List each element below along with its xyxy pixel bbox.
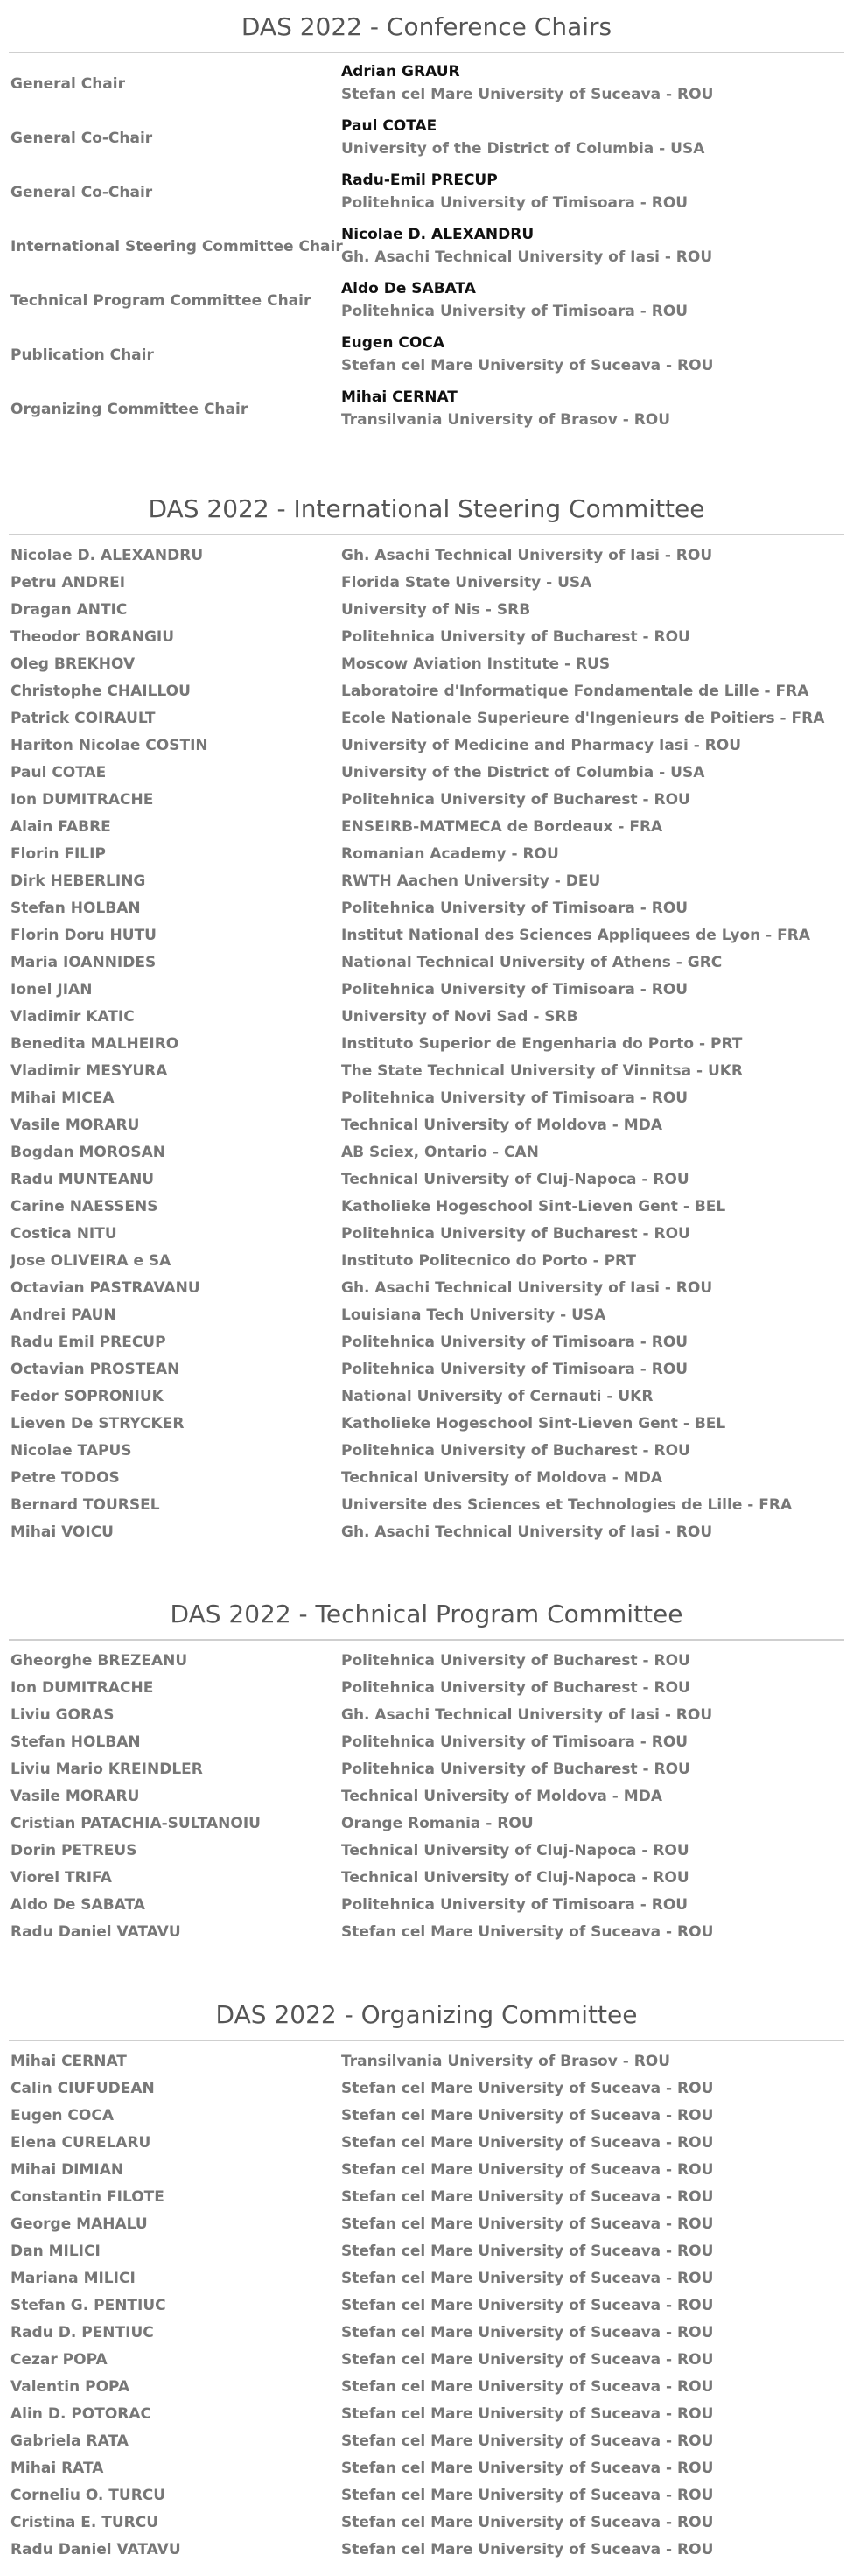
member-row: [0, 1031, 853, 1058]
member-affiliation: AB Sciex, Ontario - CAN: [341, 1144, 539, 1161]
member-affiliation: Stefan cel Mare University of Suceava - ROU: [341, 2487, 714, 2504]
member-affiliation: Technical University of Cluj-Napoca - ROU: [341, 1171, 689, 1188]
member-name: Benedita MALHEIRO: [10, 1035, 179, 1053]
member-name: Bernard TOURSEL: [10, 1496, 160, 1514]
member-name: Mariana MILICI: [10, 2270, 136, 2287]
member-row: [0, 2157, 853, 2184]
member-affiliation: National University of Cernauti - UKR: [341, 1388, 654, 1405]
member-name: Ion DUMITRACHE: [10, 1679, 154, 1697]
member-row: [0, 1085, 853, 1112]
member-affiliation: Politehnica University of Bucharest - ROU: [341, 1760, 690, 1778]
member-affiliation: Technical University of Moldova - MDA: [341, 1788, 662, 1805]
member-name: Vladimir MESYURA: [10, 1062, 168, 1080]
member-row: [0, 1058, 853, 1085]
member-affiliation: Stefan cel Mare University of Suceava - ROU: [341, 2134, 714, 2152]
member-name: Elena CURELARU: [10, 2134, 151, 2152]
member-affiliation: Politehnica University of Timisoara - ROU: [341, 1089, 689, 1107]
member-row: [0, 1810, 853, 1838]
chair-affiliation: Transilvania University of Brasov - ROU: [341, 411, 671, 429]
member-row: [0, 1221, 853, 1248]
member-row: [0, 732, 853, 760]
member-row: [0, 814, 853, 841]
member-name: Vasile MORARU: [10, 1116, 140, 1134]
member-name: Gabriela RATA: [10, 2432, 129, 2450]
chair-row: [0, 165, 853, 220]
chair-row: [0, 274, 853, 328]
member-row: [0, 868, 853, 895]
member-affiliation: Stefan cel Mare University of Suceava - ROU: [341, 2270, 714, 2287]
member-affiliation: Stefan cel Mare University of Suceava - ROU: [341, 2243, 714, 2260]
member-row: [0, 651, 853, 678]
member-row: [0, 1492, 853, 1519]
member-name: Corneliu O. TURCU: [10, 2487, 166, 2504]
chair-row: [0, 111, 853, 165]
member-row: [0, 1519, 853, 1546]
member-row: [0, 1410, 853, 1438]
member-affiliation: Stefan cel Mare University of Suceava - ROU: [341, 2107, 714, 2124]
member-name: Radu MUNTEANU: [10, 1171, 155, 1188]
member-row: [0, 597, 853, 624]
member-row: [0, 1329, 853, 1356]
chair-name: Mihai CERNAT: [341, 388, 458, 406]
member-name: Alin D. POTORAC: [10, 2405, 152, 2423]
chair-row: [0, 382, 853, 437]
member-name: Octavian PASTRAVANU: [10, 1279, 200, 1297]
member-affiliation: Stefan cel Mare University of Suceava - ROU: [341, 2460, 714, 2477]
member-row: [0, 841, 853, 868]
member-row: [0, 1865, 853, 1892]
member-name: Radu Daniel VATAVU: [10, 2541, 181, 2558]
steering-committee-list: [0, 536, 853, 1546]
member-name: Liviu Mario KREINDLER: [10, 1760, 203, 1778]
member-affiliation: Stefan cel Mare University of Suceava - ROU: [341, 2216, 714, 2233]
member-name: Jose OLIVEIRA e SA: [10, 1252, 171, 1270]
member-row: [0, 1383, 853, 1410]
chair-role: Publication Chair: [10, 346, 154, 364]
member-affiliation: Politehnica University of Bucharest - ROU: [341, 1225, 690, 1242]
member-name: Constantin FILOTE: [10, 2188, 164, 2206]
member-affiliation: Politehnica University of Timisoara - ROU: [341, 1733, 689, 1751]
member-affiliation: Politehnica University of Bucharest - ROU: [341, 1652, 690, 1670]
member-name: Christophe CHAILLOU: [10, 682, 191, 700]
member-row: [0, 2103, 853, 2130]
member-name: Dorin PETREUS: [10, 1842, 137, 1859]
member-row: [0, 2184, 853, 2211]
member-affiliation: Stefan cel Mare University of Suceava - ROU: [341, 2324, 714, 2342]
member-name: Aldo De SABATA: [10, 1896, 145, 1914]
member-row: [0, 2292, 853, 2320]
member-row: [0, 705, 853, 732]
technical-committee-list: [0, 1641, 853, 1946]
member-affiliation: Stefan cel Mare University of Suceava - ROU: [341, 2514, 714, 2531]
chair-name: Radu-Emil PRECUP: [341, 172, 498, 189]
member-name: Radu D. PENTIUC: [10, 2324, 154, 2342]
member-row: [0, 1465, 853, 1492]
member-row: [0, 1004, 853, 1031]
member-name: Dan MILICI: [10, 2243, 101, 2260]
member-affiliation: Instituto Politecnico do Porto - PRT: [341, 1252, 636, 1270]
member-affiliation: Politehnica University of Timisoara - ROU: [341, 1896, 689, 1914]
chair-role: General Chair: [10, 75, 125, 93]
member-row: [0, 1919, 853, 1946]
member-name: Nicolae TAPUS: [10, 1442, 132, 1460]
member-name: Florin Doru HUTU: [10, 927, 157, 944]
member-name: Mihai DIMIAN: [10, 2161, 124, 2179]
chair-name: Eugen COCA: [341, 334, 444, 352]
member-row: [0, 760, 853, 787]
member-affiliation: Politehnica University of Timisoara - ROU: [341, 900, 689, 917]
member-name: Valentin POPA: [10, 2378, 130, 2396]
member-affiliation: Technical University of Moldova - MDA: [341, 1469, 662, 1487]
member-affiliation: Instituto Superior de Engenharia do Porto - PRT: [341, 1035, 743, 1053]
member-name: Mihai CERNAT: [10, 2053, 127, 2070]
chairs-table: [0, 53, 853, 437]
member-name: Andrei PAUN: [10, 1306, 116, 1324]
member-row: [0, 2455, 853, 2482]
chair-role: Organizing Committee Chair: [10, 401, 248, 418]
member-affiliation: Politehnica University of Bucharest - ROU: [341, 628, 690, 646]
member-row: [0, 1648, 853, 1675]
chair-role: Technical Program Committee Chair: [10, 292, 311, 310]
member-affiliation: Politehnica University of Timisoara - ROU: [341, 981, 689, 998]
member-name: Liviu GORAS: [10, 1706, 115, 1724]
organizing-committee-section: [0, 1990, 853, 2564]
member-affiliation: RWTH Aachen University - DEU: [341, 872, 601, 890]
member-name: Fedor SOPRONIUK: [10, 1388, 164, 1405]
section-title: DAS 2022 - International Steering Committee: [148, 494, 705, 523]
member-affiliation: Gh. Asachi Technical University of Iasi - ROU: [341, 1706, 713, 1724]
member-row: [0, 2320, 853, 2347]
member-row: [0, 2130, 853, 2157]
member-affiliation: Politehnica University of Bucharest - ROU: [341, 1679, 690, 1697]
member-row: [0, 2401, 853, 2428]
member-row: [0, 2265, 853, 2292]
member-row: [0, 2076, 853, 2103]
member-row: [0, 1892, 853, 1919]
member-row: [0, 2048, 853, 2076]
chair-affiliation: Stefan cel Mare University of Suceava - ROU: [341, 357, 714, 374]
member-row: [0, 678, 853, 705]
member-row: [0, 1275, 853, 1302]
member-affiliation: Technical University of Moldova - MDA: [341, 1116, 662, 1134]
member-affiliation: Stefan cel Mare University of Suceava - ROU: [341, 2541, 714, 2558]
member-affiliation: Stefan cel Mare University of Suceava - ROU: [341, 2080, 714, 2097]
chair-name: Nicolae D. ALEXANDRU: [341, 226, 535, 243]
member-row: [0, 2211, 853, 2238]
member-name: Cezar POPA: [10, 2351, 108, 2369]
member-row: [0, 1356, 853, 1383]
member-name: Oleg BREKHOV: [10, 655, 136, 673]
member-affiliation: University of Medicine and Pharmacy Iasi - ROU: [341, 737, 742, 754]
member-name: Dirk HEBERLING: [10, 872, 146, 890]
member-affiliation: Universite des Sciences et Technologies de Lille - FRA: [341, 1496, 793, 1514]
member-affiliation: Stefan cel Mare University of Suceava - ROU: [341, 2351, 714, 2369]
member-affiliation: Louisiana Tech University - USA: [341, 1306, 606, 1324]
member-name: Eugen COCA: [10, 2107, 114, 2124]
member-name: Mihai RATA: [10, 2460, 104, 2477]
member-row: [0, 1438, 853, 1465]
member-row: [0, 2347, 853, 2374]
chair-affiliation: Politehnica University of Timisoara - ROU: [341, 303, 689, 320]
member-name: Mihai VOICU: [10, 1523, 114, 1541]
organizing-committee-list: [0, 2041, 853, 2564]
conference-chairs-section: [0, 2, 853, 437]
member-affiliation: Transilvania University of Brasov - ROU: [341, 2053, 671, 2070]
member-affiliation: Laboratoire d'Informatique Fondamentale de Lille - FRA: [341, 682, 809, 700]
member-row: [0, 1756, 853, 1783]
member-name: Stefan HOLBAN: [10, 1733, 141, 1751]
member-name: Carine NAESSENS: [10, 1198, 158, 1215]
member-name: Stefan G. PENTIUC: [10, 2297, 166, 2314]
member-name: Stefan HOLBAN: [10, 900, 141, 917]
member-row: [0, 2374, 853, 2401]
member-name: Vladimir KATIC: [10, 1008, 135, 1026]
member-row: [0, 1729, 853, 1756]
chair-affiliation: Politehnica University of Timisoara - ROU: [341, 194, 689, 212]
member-row: [0, 895, 853, 922]
member-name: George MAHALU: [10, 2216, 148, 2233]
chair-name: Adrian GRAUR: [341, 63, 460, 80]
member-name: Paul COTAE: [10, 764, 107, 781]
chair-role: General Co-Chair: [10, 130, 153, 147]
member-name: Maria IOANNIDES: [10, 954, 157, 971]
member-row: [0, 976, 853, 1004]
member-affiliation: Katholieke Hogeschool Sint-Lieven Gent - BEL: [341, 1198, 726, 1215]
member-row: [0, 2482, 853, 2510]
member-name: Ionel JIAN: [10, 981, 93, 998]
member-name: Bogdan MOROSAN: [10, 1144, 166, 1161]
member-name: Florin FILIP: [10, 845, 106, 863]
member-name: Hariton Nicolae COSTIN: [10, 737, 208, 754]
member-row: [0, 1675, 853, 1702]
chair-row: [0, 220, 853, 274]
member-row: [0, 1702, 853, 1729]
member-name: Cristian PATACHIA-SULTANOIU: [10, 1815, 261, 1832]
member-affiliation: Technical University of Cluj-Napoca - ROU: [341, 1842, 689, 1859]
member-name: Cristina E. TURCU: [10, 2514, 159, 2531]
chair-row: [0, 57, 853, 111]
member-row: [0, 922, 853, 949]
member-row: [0, 1139, 853, 1166]
member-name: Petre TODOS: [10, 1469, 120, 1487]
member-affiliation: Politehnica University of Bucharest - ROU: [341, 791, 690, 808]
member-name: Vasile MORARU: [10, 1788, 140, 1805]
steering-committee-section: [0, 484, 853, 1546]
member-affiliation: National Technical University of Athens - GRC: [341, 954, 723, 971]
section-title: DAS 2022 - Conference Chairs: [241, 12, 612, 41]
member-affiliation: Stefan cel Mare University of Suceava - ROU: [341, 1923, 714, 1941]
member-affiliation: University of Nis - SRB: [341, 601, 531, 619]
chair-role: General Co-Chair: [10, 184, 153, 201]
member-affiliation: Gh. Asachi Technical University of Iasi - ROU: [341, 1523, 713, 1541]
member-affiliation: Stefan cel Mare University of Suceava - ROU: [341, 2378, 714, 2396]
member-affiliation: Florida State University - USA: [341, 574, 592, 592]
member-affiliation: Politehnica University of Timisoara - ROU: [341, 1361, 689, 1378]
member-affiliation: Stefan cel Mare University of Suceava - ROU: [341, 2405, 714, 2423]
member-row: [0, 1194, 853, 1221]
member-affiliation: Stefan cel Mare University of Suceava - ROU: [341, 2297, 714, 2314]
member-affiliation: Romanian Academy - ROU: [341, 845, 559, 863]
chair-name: Aldo De SABATA: [341, 280, 476, 298]
chair-row: [0, 328, 853, 382]
member-affiliation: Stefan cel Mare University of Suceava - ROU: [341, 2432, 714, 2450]
member-name: Ion DUMITRACHE: [10, 791, 154, 808]
member-affiliation: Politehnica University of Bucharest - ROU: [341, 1442, 690, 1460]
member-affiliation: University of Novi Sad - SRB: [341, 1008, 578, 1026]
member-name: Nicolae D. ALEXANDRU: [10, 547, 204, 564]
member-row: [0, 1838, 853, 1865]
member-name: Patrick COIRAULT: [10, 710, 156, 727]
section-title: DAS 2022 - Technical Program Committee: [170, 1600, 683, 1628]
member-affiliation: University of the District of Columbia - USA: [341, 764, 705, 781]
member-affiliation: Gh. Asachi Technical University of Iasi - ROU: [341, 1279, 713, 1297]
member-name: Viorel TRIFA: [10, 1869, 112, 1886]
chair-affiliation: Gh. Asachi Technical University of Iasi - ROU: [341, 248, 713, 266]
member-name: Alain FABRE: [10, 818, 111, 836]
member-row: [0, 787, 853, 814]
member-affiliation: Ecole Nationale Superieure d'Ingenieurs de Poitiers - FRA: [341, 710, 825, 727]
member-affiliation: Gh. Asachi Technical University of Iasi - ROU: [341, 547, 713, 564]
member-affiliation: Stefan cel Mare University of Suceava - ROU: [341, 2161, 714, 2179]
member-affiliation: Institut National des Sciences Appliquees de Lyon - FRA: [341, 927, 811, 944]
member-row: [0, 570, 853, 597]
member-name: Costica NITU: [10, 1225, 117, 1242]
member-name: Lieven De STRYCKER: [10, 1415, 185, 1432]
member-name: Petru ANDREI: [10, 574, 126, 592]
member-row: [0, 1302, 853, 1329]
member-row: [0, 949, 853, 976]
member-row: [0, 624, 853, 651]
member-row: [0, 1166, 853, 1194]
member-affiliation: The State Technical University of Vinnitsa - UKR: [341, 1062, 744, 1080]
member-name: Theodor BORANGIU: [10, 628, 175, 646]
member-name: Octavian PROSTEAN: [10, 1361, 180, 1378]
member-affiliation: Politehnica University of Timisoara - ROU: [341, 1334, 689, 1351]
section-title: DAS 2022 - Organizing Committee: [215, 2000, 638, 2029]
member-affiliation: Orange Romania - ROU: [341, 1815, 534, 1832]
member-name: Radu Emil PRECUP: [10, 1334, 166, 1351]
member-row: [0, 2510, 853, 2537]
chair-affiliation: University of the District of Columbia - USA: [341, 140, 705, 158]
member-row: [0, 1783, 853, 1810]
chair-affiliation: Stefan cel Mare University of Suceava - ROU: [341, 86, 714, 103]
member-row: [0, 2537, 853, 2564]
member-row: [0, 1248, 853, 1275]
member-affiliation: Moscow Aviation Institute - RUS: [341, 655, 611, 673]
member-row: [0, 2428, 853, 2455]
chair-name: Paul COTAE: [341, 117, 437, 135]
member-row: [0, 1112, 853, 1139]
member-name: Calin CIUFUDEAN: [10, 2080, 155, 2097]
member-name: Dragan ANTIC: [10, 601, 128, 619]
technical-committee-section: [0, 1589, 853, 1946]
member-row: [0, 2238, 853, 2265]
member-row: [0, 542, 853, 570]
member-affiliation: Katholieke Hogeschool Sint-Lieven Gent - BEL: [341, 1415, 726, 1432]
chair-role: International Steering Committee Chair: [10, 238, 343, 256]
member-name: Mihai MICEA: [10, 1089, 115, 1107]
member-name: Radu Daniel VATAVU: [10, 1923, 181, 1941]
member-affiliation: Stefan cel Mare University of Suceava - ROU: [341, 2188, 714, 2206]
member-name: Gheorghe BREZEANU: [10, 1652, 188, 1670]
member-affiliation: ENSEIRB-MATMECA de Bordeaux - FRA: [341, 818, 663, 836]
member-affiliation: Technical University of Cluj-Napoca - ROU: [341, 1869, 689, 1886]
